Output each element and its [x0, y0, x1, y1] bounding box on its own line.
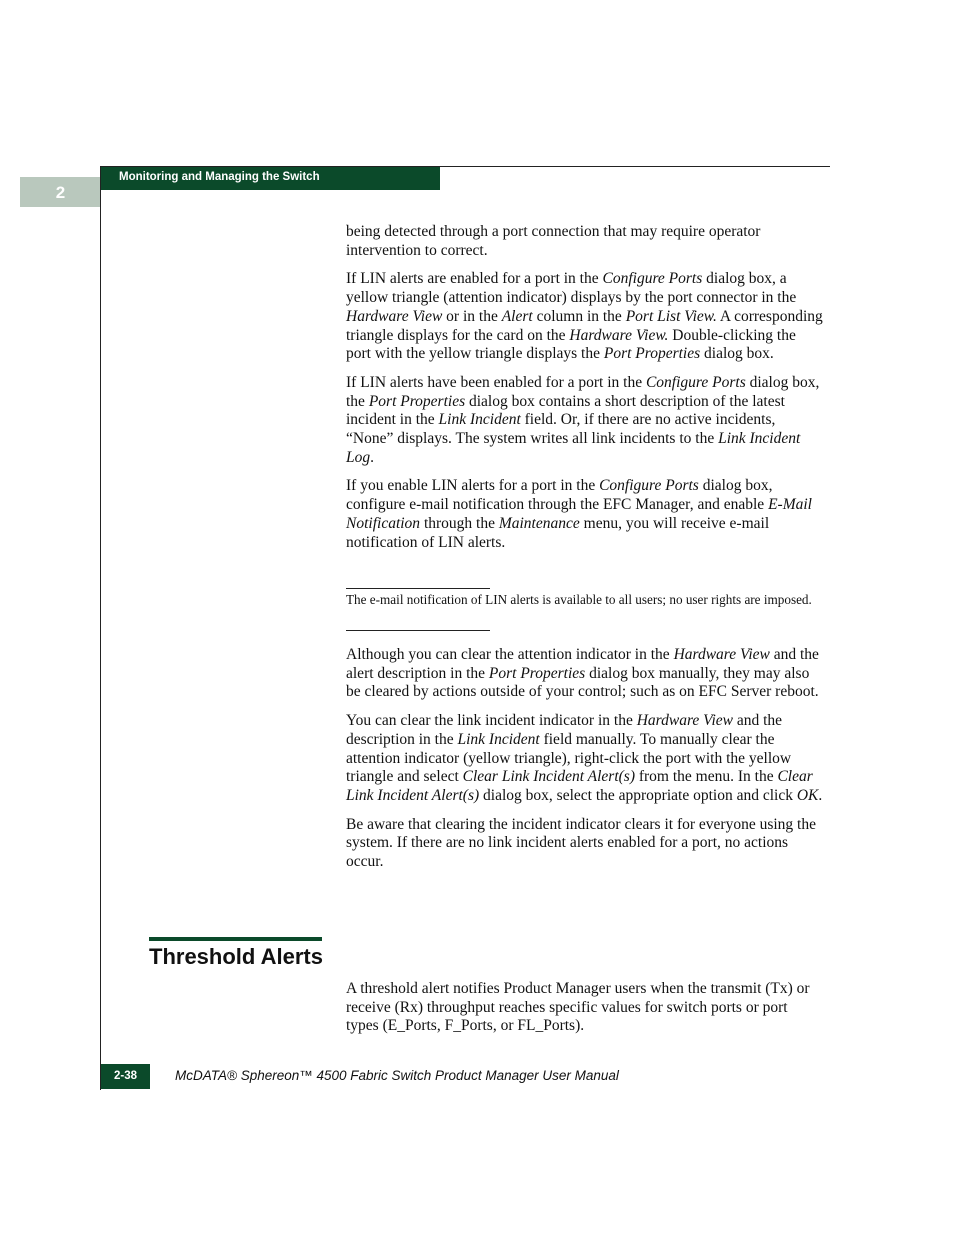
- emphasis: E-Mail Notification: [346, 496, 812, 532]
- emphasis: Clear Link Incident Alert(s): [346, 768, 813, 804]
- emphasis: Hardware View: [636, 712, 733, 730]
- paragraph: If LIN alerts have been enabled for a port in the Configure Ports dialog box, the Port Properties dialog box contains a short description of the latest incident in the Link Incident field. Or, if there are no active incidents, “None” displays. The system writes all link incidents to the Link Incident Log.: [346, 373, 820, 466]
- paragraph: You can clear the link incident indicator in the Hardware View and the description in the Link Incident field manually. To manually clear the attention indicator (yellow triangle), right-click the port with the yellow triangle and select Clear Link Incident Alert(s) from the menu. In the Clear Link Incident Alert(s) dialog box, select the appropriate option and click OK.: [346, 712, 823, 804]
- emphasis: Port Properties: [603, 345, 701, 363]
- paragraph: If you enable LIN alerts for a port in the Configure Ports dialog box, configure e-mail notification through the EFC Manager, and enable E-Mail Notification through the Maintenance menu, you will receive e-mail notification of LIN alerts.: [346, 477, 812, 551]
- section-heading: Threshold Alerts: [149, 944, 323, 969]
- emphasis: Link Incident Log: [346, 430, 801, 466]
- paragraph: Be aware that clearing the incident indicator clears it for everyone using the system. If there are no link incident alerts enabled for a port, no actions occur.: [346, 815, 816, 871]
- paragraph: Although you can clear the attention indicator in the Hardware View and the alert description in the Port Properties dialog box manually, they may also be cleared by actions outside of your control; such as on EFC Server reboot.: [346, 646, 819, 701]
- left-margin-rule: [100, 166, 101, 1090]
- note-top-rule: [346, 588, 490, 589]
- emphasis: Link Incident: [457, 730, 540, 748]
- emphasis: Hardware View: [673, 646, 770, 663]
- paragraph: A threshold alert notifies Product Manager users when the transmit (Tx) or receive (Rx) throughput reaches specific values for switch ports or port types (E_Ports, F_Ports, or FL_Ports).: [346, 980, 810, 1035]
- emphasis: Clear Link Incident Alert(s): [462, 768, 635, 786]
- page-number: 2-38: [101, 1064, 150, 1089]
- paragraph: If LIN alerts are enabled for a port in the Configure Ports dialog box, a yellow triangle (attention indicator) displays by the port connector in the Hardware View or in the Alert column in the Port List View. A corresponding triangle displays for the card on the Hardware View. Double-clicking the port with the yellow triangle displays the Port Properties dialog box.: [346, 270, 823, 363]
- emphasis: Configure Ports: [602, 270, 703, 288]
- note-text: The e-mail notification of LIN alerts is available to all users; no user rights are imposed.: [346, 592, 812, 607]
- emphasis: Hardware View: [346, 307, 443, 325]
- body-block-2: [346, 646, 824, 872]
- emphasis: Alert: [501, 307, 533, 325]
- emphasis: OK: [796, 786, 819, 804]
- body-block-1: [346, 223, 824, 552]
- emphasis: Port Properties: [488, 664, 586, 682]
- emphasis: Link Incident: [438, 411, 521, 429]
- footer-manual-title: McDATA® Sphereon™ 4500 Fabric Switch Product Manager User Manual: [175, 1068, 619, 1083]
- running-header: Monitoring and Managing the Switch: [101, 167, 440, 190]
- emphasis: Configure Ports: [599, 477, 699, 495]
- emphasis: Configure Ports: [645, 373, 746, 391]
- emphasis: Maintenance: [498, 514, 580, 532]
- emphasis: Port List View.: [625, 307, 717, 325]
- emphasis: Hardware View.: [569, 326, 669, 344]
- section-heading-rule: [149, 937, 322, 941]
- paragraph: being detected through a port connection that may require operator intervention to correct.: [346, 223, 761, 259]
- chapter-number-tab: 2: [20, 177, 101, 207]
- note-bottom-rule: [346, 630, 490, 631]
- body-block-3: [346, 980, 824, 1036]
- emphasis: Port Properties: [368, 392, 466, 410]
